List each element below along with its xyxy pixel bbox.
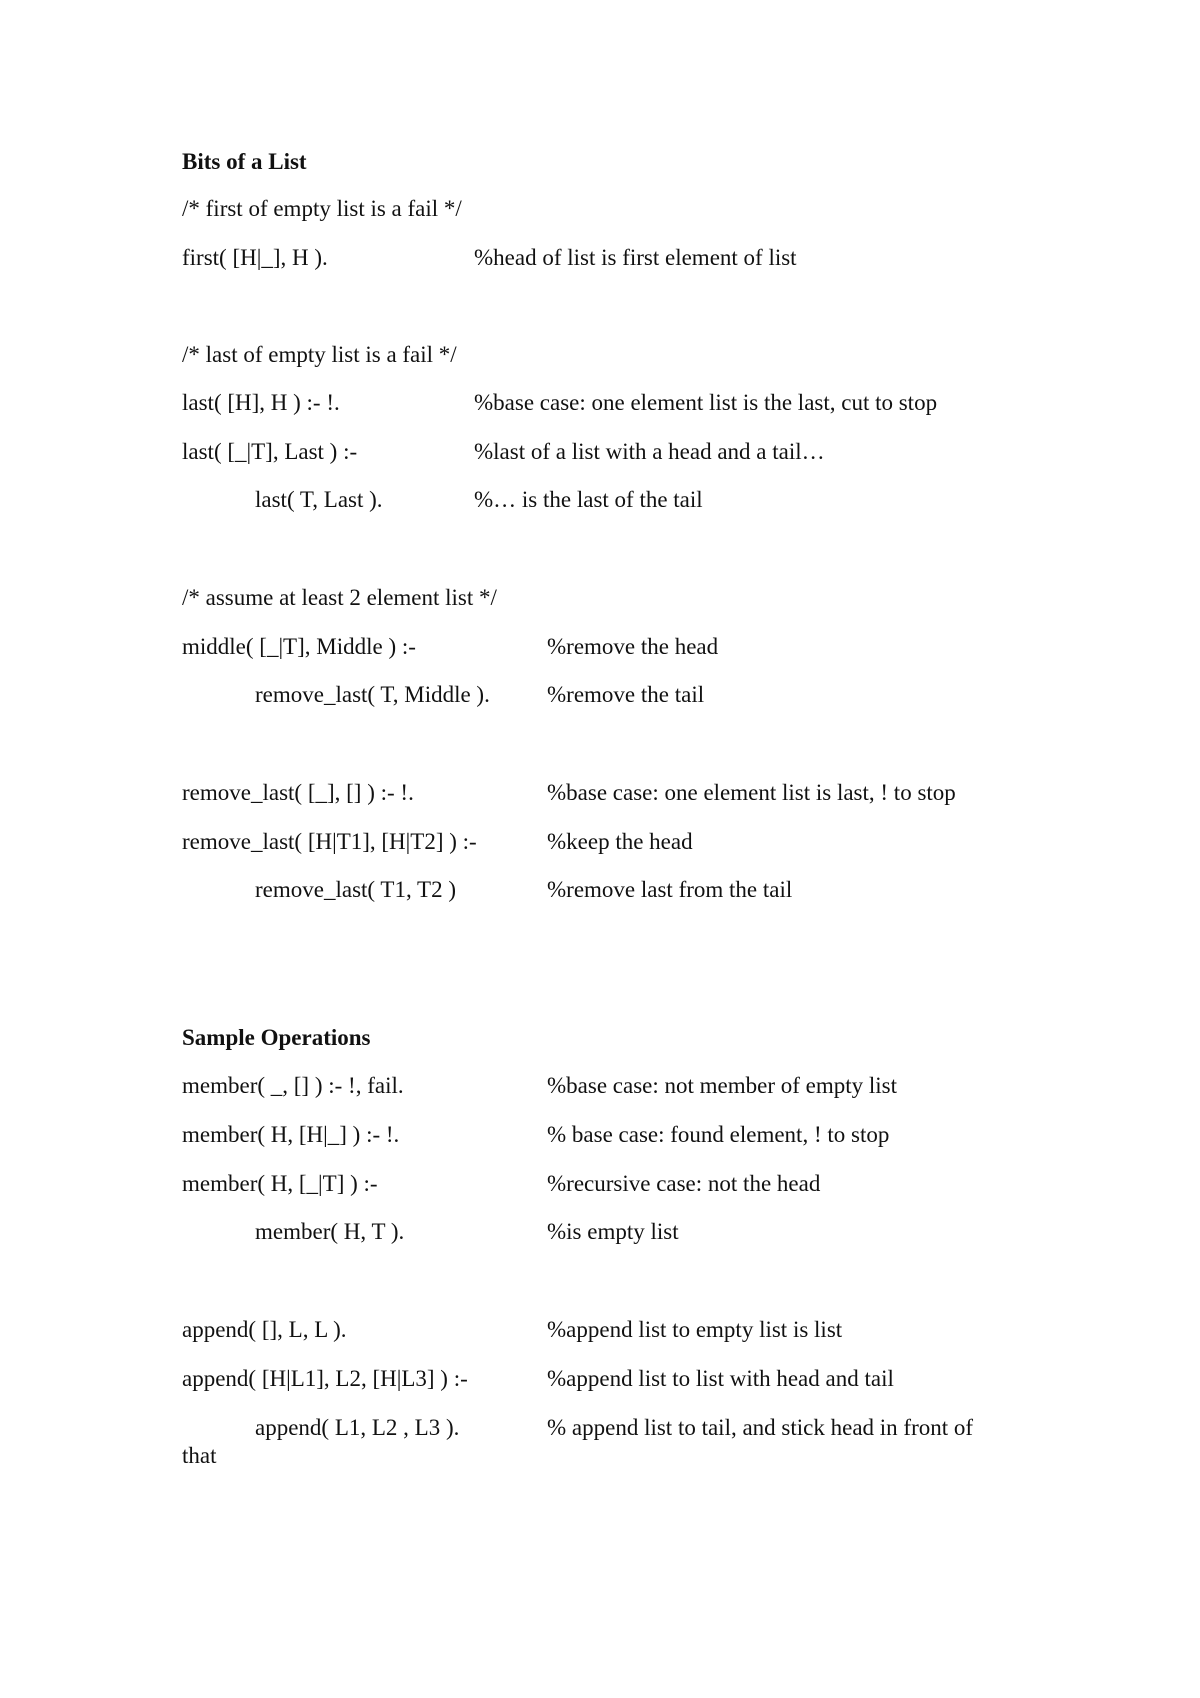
line-comment: %… is the last of the tail bbox=[474, 487, 703, 512]
append-clause2-line bbox=[0, 1364, 1200, 1394]
last-clause2-body-line bbox=[0, 485, 1200, 515]
code-text: member( H, [_|T] ) :- bbox=[182, 1171, 378, 1196]
code-text: last( T, Last ). bbox=[255, 487, 383, 512]
last-clause1-line bbox=[0, 388, 1200, 418]
code-text: append( [], L, L ). bbox=[182, 1317, 347, 1342]
line-comment: %base case: one element list is the last, cut to stop bbox=[474, 390, 938, 415]
code-text: member( _, [] ) :- !, fail. bbox=[182, 1073, 404, 1098]
line-comment: %recursive case: not the head bbox=[547, 1171, 821, 1196]
remove-last-clause1-line bbox=[0, 778, 1200, 808]
append-comment-wrap-line bbox=[0, 1441, 1200, 1471]
middle-clause-body-line bbox=[0, 680, 1200, 710]
section-heading-bits-of-a-list: Bits of a List bbox=[182, 149, 307, 174]
line-comment: % append list to tail, and stick head in front of bbox=[547, 1415, 974, 1440]
code-text: append( L1, L2 , L3 ). bbox=[255, 1415, 460, 1440]
code-text: member( H, T ). bbox=[255, 1219, 405, 1244]
code-text: first( [H|_], H ). bbox=[182, 245, 328, 270]
line-comment: %remove the head bbox=[547, 634, 719, 659]
line-comment: % base case: found element, ! to stop bbox=[547, 1122, 890, 1147]
code-text: remove_last( [_], [] ) :- !. bbox=[182, 780, 414, 805]
line-comment: %remove the tail bbox=[547, 682, 705, 707]
append-clause1-line bbox=[0, 1315, 1200, 1345]
line-comment: %append list to empty list is list bbox=[547, 1317, 843, 1342]
code-text: append( [H|L1], L2, [H|L3] ) :- bbox=[182, 1366, 468, 1391]
line-comment: %append list to list with head and tail bbox=[547, 1366, 894, 1391]
line-comment: %last of a list with a head and a tail… bbox=[474, 439, 825, 464]
member-clause3-body-line bbox=[0, 1217, 1200, 1247]
comment-block: /* last of empty list is a fail */ bbox=[182, 342, 457, 367]
line-comment: %is empty list bbox=[547, 1219, 679, 1244]
line-comment: %base case: not member of empty list bbox=[547, 1073, 898, 1098]
comment-block: /* assume at least 2 element list */ bbox=[182, 585, 497, 610]
code-text: remove_last( [H|T1], [H|T2] ) :- bbox=[182, 829, 477, 854]
line-comment: %head of list is first element of list bbox=[474, 245, 797, 270]
member-clause2-line bbox=[0, 1120, 1200, 1150]
line-comment: %base case: one element list is last, ! to stop bbox=[547, 780, 956, 805]
member-clause3-line bbox=[0, 1169, 1200, 1199]
code-text: last( [H], H ) :- !. bbox=[182, 390, 340, 415]
code-text: remove_last( T, Middle ). bbox=[255, 682, 490, 707]
middle-clause-line bbox=[0, 632, 1200, 662]
first-note-line bbox=[0, 194, 1200, 224]
section-heading-sample-operations: Sample Operations bbox=[182, 1025, 371, 1050]
append-clause2-body-line bbox=[0, 1413, 1200, 1443]
line-comment: %keep the head bbox=[547, 829, 693, 854]
remove-last-clause2-body-line bbox=[0, 875, 1200, 905]
middle-note-line bbox=[0, 583, 1200, 613]
line-comment-continuation: that bbox=[182, 1443, 217, 1468]
comment-block: /* first of empty list is a fail */ bbox=[182, 196, 462, 221]
member-clause1-line bbox=[0, 1071, 1200, 1101]
code-text: remove_last( T1, T2 ) bbox=[255, 877, 456, 902]
last-note-line bbox=[0, 340, 1200, 370]
line-comment: %remove last from the tail bbox=[547, 877, 793, 902]
code-text: middle( [_|T], Middle ) :- bbox=[182, 634, 416, 659]
code-text: last( [_|T], Last ) :- bbox=[182, 439, 358, 464]
remove-last-clause2-line bbox=[0, 827, 1200, 857]
last-clause2-line bbox=[0, 437, 1200, 467]
code-text: member( H, [H|_] ) :- !. bbox=[182, 1122, 400, 1147]
first-clause-line bbox=[0, 243, 1200, 273]
